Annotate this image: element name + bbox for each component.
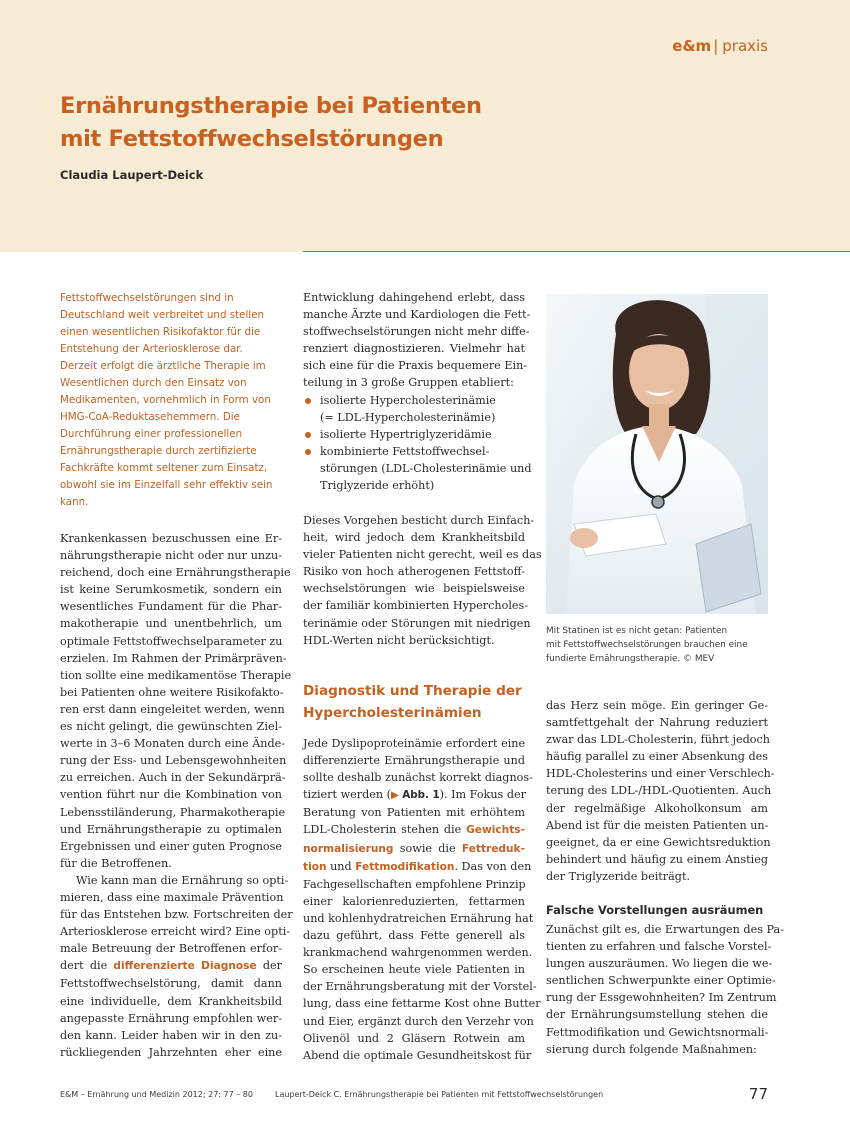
text-line: bei Patienten ohne weitere Risikofakto- [60, 685, 284, 699]
text-line: Krankenkassen bezuschussen eine Er- [60, 532, 282, 545]
text-line: Fettstoffwechselstörung, damit dann [60, 977, 282, 991]
text-line: erzielen. Im Rahmen der Primärpräven- [60, 651, 287, 665]
text-fragment: sowie die [399, 841, 456, 855]
bullet-list [303, 392, 532, 495]
text-line: störungen (LDL-Cholesterinämie und [320, 461, 532, 475]
brand-logo [672, 37, 768, 55]
text-line [303, 821, 525, 839]
article-citation: Laupert-Deick C. Ernährungstherapie bei Patienten mit Fettstoffwechselstörungen [275, 1090, 604, 1099]
page-footer [60, 1090, 770, 1104]
subsection-heading: Falsche Vorstellungen ausräumen [546, 903, 764, 917]
intro-line: Entstehung der Arteriosklerose dar. [60, 343, 243, 355]
highlight-term: Fettreduk- [461, 842, 525, 855]
heading-line: Diagnostik und Therapie der [303, 683, 522, 699]
article-photo [546, 294, 768, 614]
text-line: sollte deshalb zunächst korrekt diagnos- [303, 771, 533, 785]
text-line: der familiär kombinierten Hypercholes- [303, 599, 529, 613]
text-line: rung der Ess- und Lebensgewohnheiten [60, 754, 287, 768]
text-line: heit, wird jedoch dem Krankheitsbild [303, 531, 525, 545]
text-line [303, 858, 532, 876]
title-line: Ernährungstherapie bei Patienten [60, 93, 482, 119]
text-line: terinämie oder Störungen mit niedrigen [303, 616, 531, 630]
text-line: werte in 3–6 Monaten durch eine Ände- [60, 737, 286, 751]
text-line: (= LDL-Hypercholesterinämie) [320, 410, 496, 424]
photo-caption [546, 624, 771, 666]
journal-citation: E&M – Ernährung und Medizin 2012; 27: 77 – 80 [60, 1090, 253, 1099]
text-line: geeignet, da er eine Gewichtsreduktion [546, 835, 771, 849]
text-line: Fettmodifikation und Gewichtsnormali- [546, 1025, 769, 1039]
text-line: für das Entstehen bzw. Fortschreiten der [60, 908, 293, 922]
text-fragment: . Das von den [454, 859, 532, 873]
text-line: zwar das LDL-Cholesterin, führt jedoch [546, 733, 770, 747]
text-line: den kann. Leider haben wir in den zu- [60, 1028, 282, 1042]
highlight-term: Fettmodifikation [355, 860, 455, 873]
text-line: und Eier, ergänzt durch den Verzehr von [303, 1014, 534, 1028]
article-title [60, 90, 620, 156]
text-line: Zunächst gilt es, die Erwartungen des Pa- [546, 923, 784, 936]
paragraph [303, 289, 531, 392]
text-fragment: dert die [60, 959, 108, 973]
text-line: nährungstherapie nicht oder nur unzu- [60, 549, 282, 563]
intro-line: Fachkräfte kommt seltener zum Einsatz, [60, 462, 268, 474]
text-line: makotherapie und unentbehrlich, um [60, 617, 282, 631]
text-line: der Ernährungsberatung mit der Vorstel- [303, 980, 537, 994]
text-fragment: der [262, 959, 282, 973]
text-line: Entwicklung dahingehend erlebt, dass [303, 291, 525, 304]
text-line: ist keine Serumkosmetik, sondern ein [60, 583, 282, 597]
intro-line: kann. [60, 496, 89, 508]
text-line: tion sollte eine medikamentöse Therapie [60, 668, 292, 682]
intro-line: obwohl sie im Einzelfall sehr effektiv sein [60, 479, 273, 491]
text-line: sentlichen Schwerpunkte einer Optimie- [546, 974, 776, 988]
text-line: HDL-Cholesterins und einer Verschlech- [546, 767, 775, 781]
intro-line: Derzeit erfolgt die ärztliche Therapie im [60, 360, 266, 372]
text-line: rung der Essgewohnheiten? Im Zentrum [546, 991, 777, 1005]
text-line: kombinierte Fettstoffwechsel- [320, 444, 490, 458]
text-line [303, 840, 525, 858]
article-author: Claudia Laupert-Deick [60, 168, 204, 182]
body-column-1 [60, 530, 293, 1061]
page-number: 77 [748, 1085, 768, 1103]
text-line: der Ernährungsumstellung stehen die [546, 1008, 768, 1022]
intro-line: Deutschland weit verbreitet und stellen [60, 309, 265, 321]
intro-line: Ernährungstherapie durch zertifizierte [60, 445, 257, 457]
text-line: der regelmäßige Alkoholkonsum am [546, 801, 768, 815]
intro-line: Durchführung einer professionellen [60, 428, 243, 440]
text-line: Beratung von Patienten mit erhöhtem [303, 806, 525, 820]
intro-line: einen wesentlichen Risikofaktor für die [60, 326, 261, 338]
text-line: Arteriosklerose erreicht wird? Eine opti- [60, 925, 291, 939]
body-column-2-paragraph-3 [303, 735, 541, 1064]
text-line: Dieses Vorgehen besticht durch Einfach- [303, 514, 535, 527]
body-column-2-paragraph-2 [303, 512, 542, 649]
text-line: einer kalorienreduzierten, fettarmen [303, 894, 525, 908]
text-line: terung des LDL-/HDL-Quotienten. Auch [546, 784, 772, 798]
figure-reference-link[interactable] [391, 789, 440, 801]
body-column-3 [546, 697, 775, 885]
highlight-term: tion [303, 860, 327, 873]
intro-line: Wesentlichen durch den Einsatz von [60, 377, 247, 389]
body-column-3-paragraph-2 [546, 921, 784, 1058]
brand-separator: | [713, 37, 719, 55]
text-line: und Ernährungstherapie zu optimalen [60, 822, 282, 836]
text-line: das Herz sein möge. Ein geringer Ge- [546, 699, 768, 712]
text-line: Fachgesellschaften empfohlene Prinzip [303, 877, 526, 891]
text-line: und kohlenhydratreichen Ernährung hat [303, 911, 534, 925]
text-fragment: ). Im Fokus der [439, 788, 526, 802]
text-line: Ergebnissen und einer guten Prognose [60, 839, 282, 853]
text-fragment: tiziert werden ( [303, 788, 392, 802]
figure-reference-label: Abb. 1 [402, 789, 440, 802]
text-line: male Betreuung der Betroffenen erfor- [60, 942, 282, 956]
text-line: Jede Dyslipoproteinämie erfordert eine [303, 737, 526, 750]
title-line: mit Fettstoffwechselstörungen [60, 126, 444, 152]
doctor-illustration [546, 294, 768, 614]
text-line: krankmachend wahrgenommen werden. [303, 946, 533, 960]
text-line: manche Ärzte und Kardiologen die Fett- [303, 308, 531, 322]
list-item [303, 392, 525, 426]
text-line: renziert diagnostizieren. Vielmehr hat [303, 342, 525, 356]
text-line: vention führt nur die Kombination von [60, 788, 282, 802]
text-line: mieren, dass eine maximale Prävention [60, 890, 284, 904]
text-line: tienten zu erfahren und falsche Vorstel- [546, 940, 772, 954]
heading-line: Hypercholesterinämien [303, 705, 482, 721]
text-fragment: und [330, 859, 352, 873]
highlight-term: normalisierung [303, 842, 394, 855]
section-heading [303, 680, 543, 724]
text-line [303, 786, 525, 804]
highlight-term: Gewichts- [466, 824, 525, 837]
text-line: teilung in 3 große Gruppen etabliert: [303, 376, 514, 390]
intro-line: Medikamenten, vornehmlich in Form von [60, 394, 271, 406]
text-line: Abend ist für die meisten Patienten un- [546, 818, 769, 832]
text-line: rückliegenden Jahrzehnten eher eine [60, 1045, 282, 1059]
text-line: Abend die optimale Gesundheitskost für [303, 1048, 532, 1062]
text-line: wesentliches Fundament für die Phar- [60, 600, 282, 614]
article-intro [60, 290, 282, 511]
brand-name: e&m [672, 37, 712, 55]
text-line: vieler Patienten nicht gerecht, weil es das [303, 548, 542, 562]
list-item [303, 426, 525, 443]
highlight-term: differenzierte Diagnose [113, 960, 257, 973]
text-line [60, 957, 282, 975]
text-line: samtfettgehalt der Nahrung reduziert [546, 716, 768, 730]
text-line: isolierte Hypercholesterinämie [320, 393, 496, 407]
body-column-2 [303, 289, 532, 494]
paragraph [60, 530, 292, 872]
text-fragment: LDL-Cholesterin stehen die [303, 823, 462, 837]
text-line: eine individuelle, dem Krankheitsbild [60, 994, 282, 1008]
text-line: reichend, doch eine Ernährungstherapie [60, 566, 291, 580]
caption-line: fundierte Ernährungstherapie. © MEV [546, 654, 715, 664]
text-line: Triglyzeride erhöht) [320, 479, 435, 493]
brand-section: praxis [722, 37, 768, 55]
caption-line: mit Fettstoffwechselstörungen brauchen eine [546, 640, 748, 650]
caption-line: Mit Statinen ist es nicht getan: Patienten [546, 626, 728, 636]
text-line: wechselstörungen wie beispielsweise [303, 582, 525, 596]
intro-line: HMG-CoA-Reduktasehemmern. Die [60, 411, 240, 423]
text-line: der Triglyzeride beiträgt. [546, 869, 691, 883]
list-item [303, 443, 532, 494]
intro-line: Fettstoffwechselstörungen sind in [60, 292, 234, 304]
text-line: HDL-Werten nicht berücksichtigt. [303, 633, 495, 647]
text-line: isolierte Hypertriglyzeridämie [320, 427, 492, 441]
text-line: für die Betroffenen. [60, 856, 172, 870]
text-line: Lebensstiländerung, Pharmakotherapie [60, 805, 286, 819]
text-line: Wie kann man die Ernährung so opti- [76, 873, 289, 887]
text-line: es nicht gelingt, die gewünschten Ziel- [60, 720, 282, 734]
text-line: Risiko von hoch atherogenen Fettstoff- [303, 565, 525, 579]
text-line: zu erreichen. Auch in der Sekundärprä- [60, 771, 286, 785]
text-line: häufig parallel zu einer Absenkung des [546, 750, 768, 764]
text-line: stoffwechselstörungen nicht mehr diffe- [303, 325, 530, 339]
text-line: sich eine für die Praxis bequemere Ein- [303, 359, 528, 373]
text-line: differenzierte Ernährungstherapie und [303, 754, 525, 768]
paragraph [60, 872, 293, 1061]
text-line: angepasste Ernährung empfohlen wer- [60, 1011, 282, 1025]
text-line: So erscheinen heute viele Patienten in [303, 963, 525, 977]
text-line: ren erst dann eingeleitet werden, wenn [60, 702, 285, 716]
header-rule [303, 251, 850, 252]
arrow-right-icon: ▶ [391, 789, 399, 802]
text-line: sierung durch folgende Maßnahmen: [546, 1042, 757, 1056]
text-line: Olivenöl und 2 Gläsern Rotwein am [303, 1031, 525, 1045]
text-line: behindert und häufig zu einem Anstieg [546, 852, 768, 866]
text-line: lungen auszuräumen. Wo liegen die we- [546, 957, 773, 971]
text-line: lung, dass eine fettarme Kost ohne Butter [303, 997, 541, 1011]
text-line: optimale Fettstoffwechselparameter zu [60, 634, 283, 648]
text-line: dazu geführt, dass Fette generell als [303, 929, 525, 943]
